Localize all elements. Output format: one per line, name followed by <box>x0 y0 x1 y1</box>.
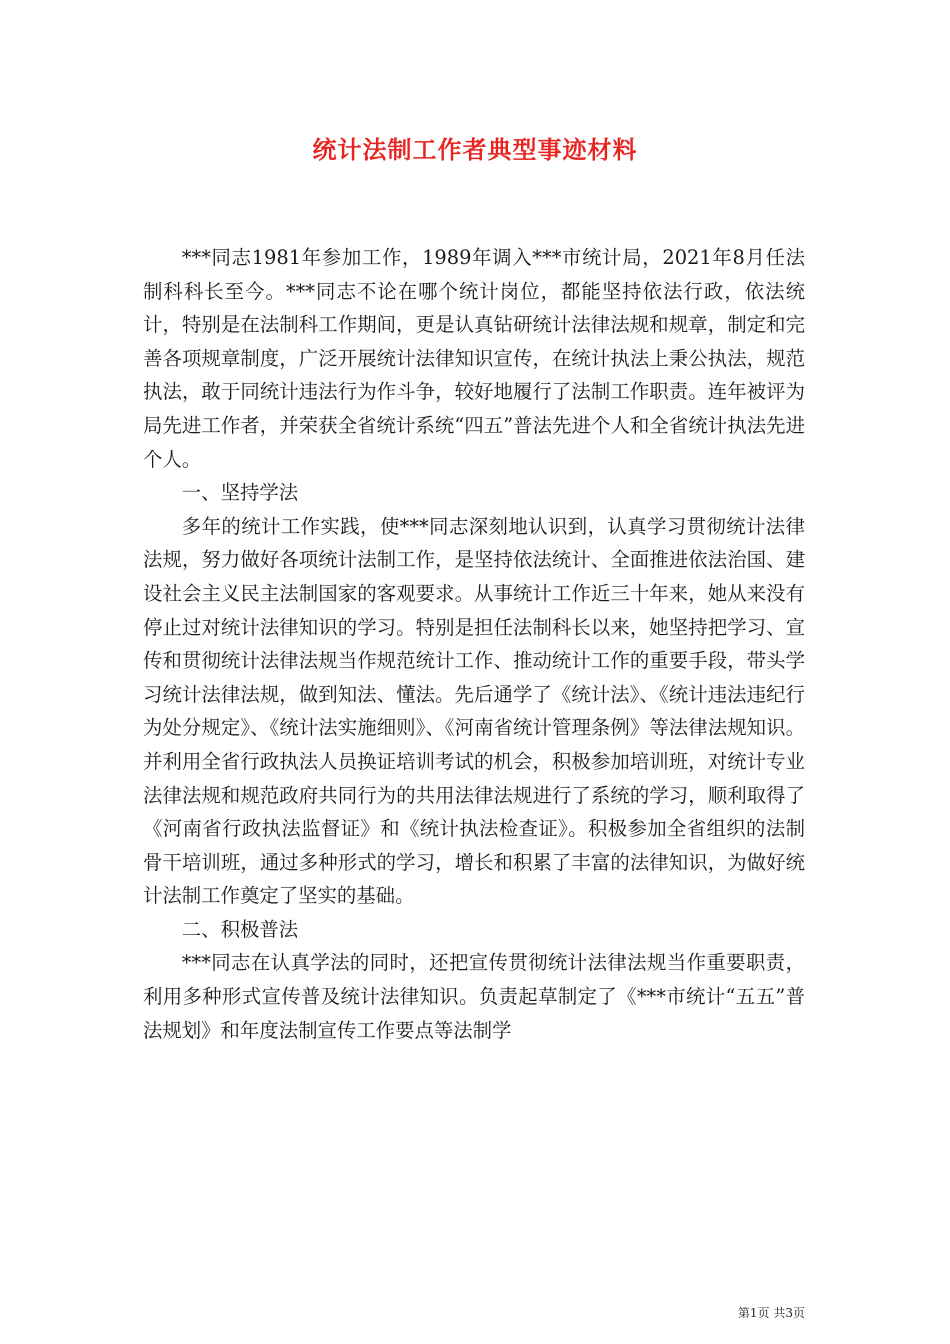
paragraph-section-1: 多年的统计工作实践，使***同志深刻地认识到，认真学习贯彻统计法律法规，努力做好各项统计法制工作，是坚持依法统计、全面推进依法治国、建设社会主义民主法制国家的客观要求。从事统计工作近三十年来，她从来没有停止过对统计法律知识的学习。特别是担任法制科长以来，她坚持把学习、宣传和贯彻统计法律法规当作规范统计工作、推动统计工作的重要手段，带头学习统计法律法规，做到知法、懂法。先后通学了《统计法》、《统计违法违纪行为处分规定》、《统计法实施细则》、《河南省统计管理条例》等法律法规知识。并利用全省行政执法人员换证培训考试的机会，积极参加培训班，对统计专业法律法规和规范政府共同行为的共用法律法规进行了系统的学习，顺利取得了《河南省行政执法监督证》和《统计执法检查证》。积极参加全省组织的法制骨干培训班，通过多种形式的学习，增长和积累了丰富的法律知识，为做好统计法制工作奠定了坚实的基础。 <box>143 514 805 908</box>
section-heading-2: 二、积极普法 <box>181 917 299 941</box>
page-number-footer: 第1页 共3页 <box>737 1306 805 1320</box>
paragraph-section-2: ***同志在认真学法的同时，还把宣传贯彻统计法律法规当作重要职责，利用多种形式宣传普及统计法律知识。负责起草制定了《***市统计“五五”普法规划》和年度法制宣传工作要点等法制学 <box>143 951 805 1042</box>
paragraph-intro: ***同志1981年参加工作，1989年调入***市统计局，2021年8月任法制科科长至今。***同志不论在哪个统计岗位，都能坚持依法行政，依法统计，特别是在法制科工作期间，更是认真钻研统计法律法规和规章，制定和完善各项规章制度，广泛开展统计法律知识宣传，在统计执法上秉公执法，规范执法，敢于同统计违法行为作斗争，较好地履行了法制工作职责。连年被评为局先进工作者，并荣获全省统计系统“四五”普法先进个人和全省统计执法先进个人。 <box>143 246 805 471</box>
document-body <box>143 241 805 1047</box>
section-heading-1: 一、坚持学法 <box>181 481 299 505</box>
document-title: 统计法制工作者典型事迹材料 <box>312 135 638 164</box>
